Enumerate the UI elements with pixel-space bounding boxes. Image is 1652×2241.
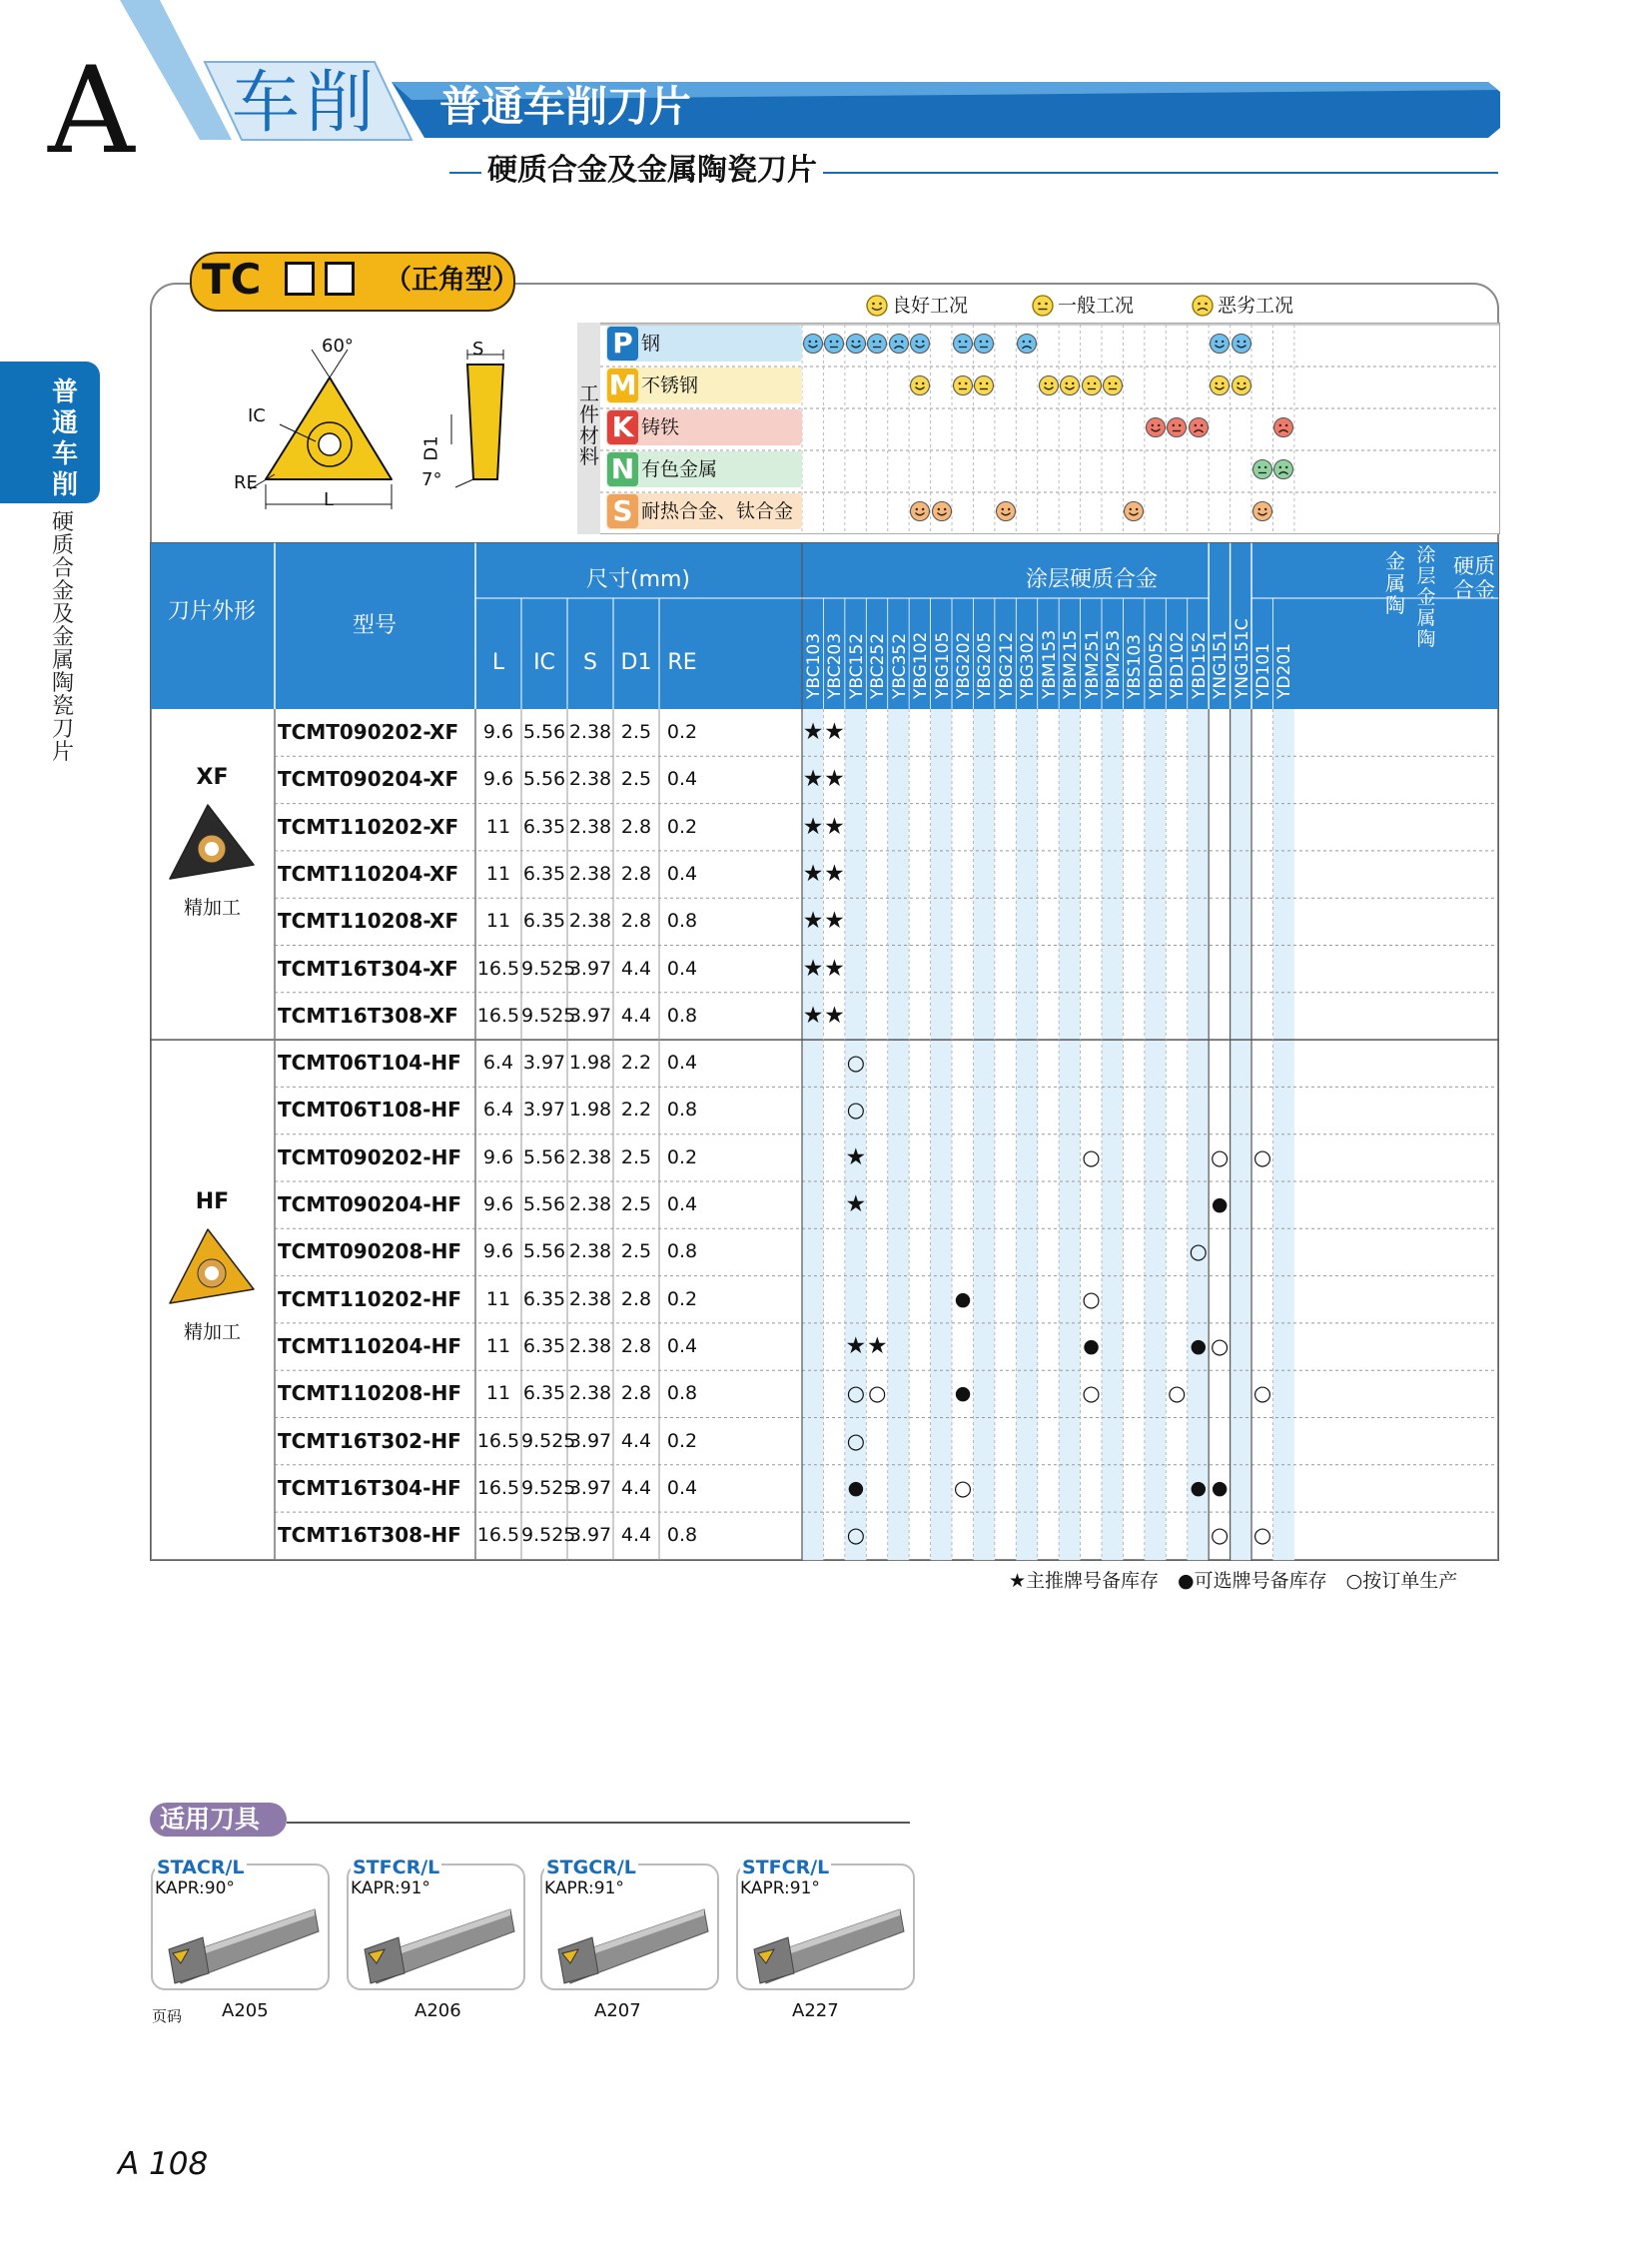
availability-mark: ★ bbox=[802, 766, 824, 793]
legend-bad: 恶劣工况 bbox=[1218, 295, 1294, 317]
grade-name: YBC252 bbox=[868, 632, 889, 699]
availability-mark: ○ bbox=[846, 1428, 866, 1453]
good-face-icon bbox=[865, 294, 889, 318]
dim-cell-d1: 2.8 bbox=[620, 1382, 652, 1405]
tools-rule bbox=[287, 1822, 910, 1824]
tool-name: STFCR/L bbox=[742, 1857, 830, 1878]
insert-type-code: TC bbox=[202, 255, 262, 304]
good-face-icon bbox=[802, 333, 824, 355]
col-model-header: 型号 bbox=[352, 613, 397, 638]
tool-name: STFCR/L bbox=[353, 1857, 440, 1878]
dim-cell-re: 0.8 bbox=[666, 910, 698, 933]
good-face-icon bbox=[909, 333, 931, 355]
dim-cell-l: 11 bbox=[485, 1287, 511, 1310]
normal-face-icon bbox=[973, 333, 995, 355]
toolholder-icon bbox=[740, 1897, 910, 1987]
dim-cell-s: 1.98 bbox=[568, 1099, 612, 1121]
dim-cell-re: 0.8 bbox=[666, 1099, 698, 1121]
availability-mark: ★ bbox=[845, 1332, 867, 1359]
insert-photo-icon bbox=[162, 1221, 262, 1311]
model-cell: TCMT16T304-XF bbox=[278, 956, 458, 981]
toolholder-icon bbox=[544, 1897, 714, 1987]
dim-cell-d1: 4.4 bbox=[620, 1429, 652, 1452]
side-tab bbox=[0, 362, 100, 503]
availability-mark: ○ bbox=[846, 1381, 866, 1406]
side-tab-label: 普通车削 bbox=[52, 377, 79, 500]
availability-mark: ○ bbox=[1189, 1239, 1208, 1264]
material-name: 铸铁 bbox=[641, 416, 680, 438]
dim-header-ic: IC bbox=[533, 650, 555, 675]
availability-mark: ○ bbox=[846, 1523, 866, 1548]
dim-cell-s: 2.38 bbox=[568, 721, 612, 743]
dim-cell-ic: 5.56 bbox=[522, 1145, 566, 1168]
insert-photo-icon bbox=[162, 797, 262, 887]
model-cell: TCMT06T108-HF bbox=[278, 1098, 461, 1122]
page-ref-label: 页码 bbox=[152, 2007, 183, 2025]
good-face-icon bbox=[1145, 416, 1167, 438]
grade-name: YBM153 bbox=[1039, 629, 1060, 699]
dim-cell-ic: 5.56 bbox=[522, 1240, 566, 1263]
tool-page-ref: A205 bbox=[222, 2000, 269, 2021]
tools-title: 适用刀具 bbox=[160, 1805, 261, 1834]
availability-mark: ★ bbox=[802, 908, 824, 935]
dim-cell-ic: 9.525 bbox=[521, 1476, 576, 1499]
availability-mark: ★ bbox=[824, 955, 845, 982]
dim-cell-ic: 6.35 bbox=[522, 910, 566, 933]
code-box bbox=[325, 262, 355, 296]
dim-cell-s: 2.38 bbox=[568, 910, 612, 933]
dim-cell-ic: 6.35 bbox=[522, 815, 566, 838]
normal-face-icon bbox=[973, 374, 995, 396]
availability-mark: ○ bbox=[1082, 1381, 1101, 1406]
normal-face-icon bbox=[866, 333, 888, 355]
material-name: 耐热合金、钛合金 bbox=[641, 500, 794, 522]
insert-diagram bbox=[220, 330, 539, 529]
dim-header-l: L bbox=[491, 650, 505, 675]
bad-face-icon bbox=[1188, 416, 1210, 438]
dim-cell-l: 16.5 bbox=[476, 957, 520, 980]
dim-cell-s: 1.98 bbox=[568, 1052, 612, 1075]
normal-face-icon bbox=[1081, 374, 1103, 396]
dim-cell-re: 0.2 bbox=[666, 1429, 698, 1452]
tool-page-ref: A206 bbox=[414, 2000, 461, 2021]
dim-cell-l: 11 bbox=[485, 815, 511, 838]
grade-header bbox=[1274, 643, 1304, 709]
availability-mark: ● bbox=[847, 1476, 865, 1499]
good-face-icon bbox=[995, 500, 1017, 522]
availability-mark: ★ bbox=[824, 766, 845, 793]
dim-cell-d1: 2.2 bbox=[620, 1052, 652, 1075]
grade-name: YBS103 bbox=[1125, 634, 1146, 699]
dim-header-d1: D1 bbox=[620, 650, 652, 675]
good-face-icon bbox=[1209, 333, 1231, 355]
dim-cell-l: 11 bbox=[485, 862, 511, 885]
dim-cell-d1: 2.2 bbox=[620, 1099, 652, 1121]
re-label: RE bbox=[234, 472, 258, 493]
availability-mark: ○ bbox=[1252, 1381, 1272, 1406]
dim-cell-re: 0.4 bbox=[666, 1193, 698, 1215]
material-letter: S bbox=[607, 494, 638, 528]
grade-name: YBG205 bbox=[975, 631, 996, 699]
dim-cell-d1: 2.8 bbox=[620, 815, 652, 838]
grade-name: YBG212 bbox=[996, 631, 1017, 699]
availability-mark: ★ bbox=[802, 955, 824, 982]
availability-mark: ★ bbox=[802, 719, 824, 745]
tool-name: STGCR/L bbox=[546, 1857, 636, 1878]
good-face-icon bbox=[1209, 374, 1231, 396]
bad-face-icon bbox=[888, 333, 910, 355]
workpiece-label: 工件材料 bbox=[579, 381, 599, 468]
dim-cell-re: 0.8 bbox=[666, 1524, 698, 1547]
group-name: HF bbox=[195, 1189, 230, 1215]
good-face-icon bbox=[909, 374, 931, 396]
group-use: 精加工 bbox=[183, 1321, 241, 1344]
grade-name: YBC152 bbox=[846, 632, 867, 699]
good-face-icon bbox=[1231, 333, 1252, 355]
material-name: 不锈钢 bbox=[641, 374, 699, 396]
dim-cell-d1: 4.4 bbox=[620, 1004, 652, 1027]
dim-cell-d1: 2.8 bbox=[620, 1334, 652, 1357]
dim-cell-l: 16.5 bbox=[476, 1004, 520, 1027]
group-coated-header: 涂层硬质合金 bbox=[1025, 567, 1158, 592]
dim-cell-ic: 6.35 bbox=[522, 1382, 566, 1405]
dim-cell-ic: 6.35 bbox=[522, 1334, 566, 1357]
availability-mark: ○ bbox=[1168, 1381, 1187, 1406]
bad-face-icon bbox=[1272, 458, 1294, 480]
angle-label: 60° bbox=[322, 336, 354, 357]
dim-cell-s: 3.97 bbox=[568, 1524, 612, 1547]
ic-label: IC bbox=[248, 405, 266, 426]
availability-mark: ● bbox=[1190, 1476, 1208, 1499]
tool-name: STACR/L bbox=[157, 1857, 245, 1878]
normal-face-icon bbox=[952, 333, 974, 355]
material-name: 有色金属 bbox=[641, 458, 718, 480]
dim-cell-s: 3.97 bbox=[568, 957, 612, 980]
good-face-icon bbox=[1038, 374, 1060, 396]
model-cell: TCMT090204-XF bbox=[278, 767, 459, 792]
bad-face-icon bbox=[1272, 416, 1294, 438]
dim-cell-d1: 2.5 bbox=[620, 1145, 652, 1168]
dim-cell-ic: 5.56 bbox=[522, 1193, 566, 1215]
dim-cell-l: 6.4 bbox=[482, 1052, 514, 1075]
tool-kapr: KAPR:90° bbox=[155, 1878, 235, 1898]
dim-cell-re: 0.4 bbox=[666, 957, 698, 980]
group-cermet-header: 金属陶 bbox=[1385, 549, 1405, 617]
dim-cell-d1: 2.8 bbox=[620, 910, 652, 933]
page-number: A 108 bbox=[118, 2146, 209, 2182]
footnote: ★主推牌号备库存 ●可选牌号备库存 ○按订单生产 bbox=[1009, 1570, 1458, 1592]
page-subtitle: 硬质合金及金属陶瓷刀片 bbox=[481, 156, 823, 186]
availability-mark: ★ bbox=[824, 860, 845, 887]
dim-cell-l: 9.6 bbox=[482, 721, 514, 743]
dim-cell-s: 2.38 bbox=[568, 1334, 612, 1357]
availability-mark: ★ bbox=[802, 1002, 824, 1029]
dim-cell-s: 2.38 bbox=[568, 1193, 612, 1215]
dim-cell-re: 0.4 bbox=[666, 1052, 698, 1075]
good-face-icon bbox=[1251, 500, 1273, 522]
bad-face-icon bbox=[1191, 294, 1215, 318]
availability-mark: ○ bbox=[953, 1475, 973, 1500]
dim-cell-d1: 2.5 bbox=[620, 1240, 652, 1263]
model-cell: TCMT090204-HF bbox=[278, 1192, 462, 1216]
grade-name: YBC352 bbox=[889, 632, 910, 699]
model-cell: TCMT16T304-HF bbox=[278, 1475, 461, 1500]
dim-cell-re: 0.2 bbox=[666, 1287, 698, 1310]
model-cell: TCMT090208-HF bbox=[278, 1239, 462, 1264]
dim-cell-l: 11 bbox=[485, 1382, 511, 1405]
chapter-letter: A bbox=[48, 42, 135, 181]
legend-good: 良好工况 bbox=[892, 295, 969, 317]
col-shape-header: 刀片外形 bbox=[167, 599, 256, 624]
grade-name: YNG151 bbox=[1211, 630, 1232, 699]
availability-mark: ★ bbox=[845, 1191, 867, 1217]
dim-cell-re: 0.4 bbox=[666, 1334, 698, 1357]
availability-mark: ★ bbox=[845, 1143, 867, 1170]
availability-mark: ○ bbox=[846, 1051, 866, 1076]
grade-name: YD101 bbox=[1253, 643, 1274, 699]
availability-mark: ○ bbox=[1210, 1333, 1230, 1358]
model-cell: TCMT16T308-XF bbox=[278, 1003, 458, 1028]
dim-cell-ic: 9.525 bbox=[521, 1429, 576, 1452]
dim-cell-re: 0.2 bbox=[666, 815, 698, 838]
grade-name: YBM251 bbox=[1082, 629, 1103, 699]
availability-mark: ● bbox=[954, 1382, 972, 1405]
dim-cell-d1: 2.5 bbox=[620, 768, 652, 791]
availability-mark: ○ bbox=[868, 1381, 887, 1406]
dim-cell-ic: 5.56 bbox=[522, 721, 566, 743]
page-title: 普通车削刀片 bbox=[439, 82, 692, 131]
tool-page-ref: A227 bbox=[792, 2000, 839, 2021]
dim-cell-d1: 2.5 bbox=[620, 1193, 652, 1215]
material-letter: P bbox=[607, 327, 638, 361]
dim-cell-s: 3.97 bbox=[568, 1429, 612, 1452]
dim-cell-s: 2.38 bbox=[568, 1145, 612, 1168]
relief-label: 7° bbox=[421, 469, 442, 490]
group-use: 精加工 bbox=[183, 896, 241, 919]
dim-cell-s: 2.38 bbox=[568, 1240, 612, 1263]
good-face-icon bbox=[845, 333, 867, 355]
dim-cell-d1: 2.5 bbox=[620, 721, 652, 743]
dim-cell-ic: 9.525 bbox=[521, 957, 576, 980]
model-cell: TCMT110202-HF bbox=[278, 1286, 462, 1311]
normal-face-icon bbox=[1031, 294, 1055, 318]
dim-cell-ic: 9.525 bbox=[521, 1524, 576, 1547]
dim-cell-re: 0.2 bbox=[666, 721, 698, 743]
tool-kapr: KAPR:91° bbox=[740, 1878, 820, 1898]
l-label: L bbox=[324, 489, 335, 510]
toolholder-icon bbox=[351, 1897, 520, 1987]
dim-cell-l: 9.6 bbox=[482, 768, 514, 791]
dim-cell-ic: 6.35 bbox=[522, 1287, 566, 1310]
dim-cell-l: 16.5 bbox=[476, 1476, 520, 1499]
grade-name: YNG151C bbox=[1232, 618, 1252, 699]
dim-cell-ic: 3.97 bbox=[522, 1052, 566, 1075]
grade-name: YBM215 bbox=[1061, 629, 1082, 699]
availability-mark: ★ bbox=[802, 813, 824, 840]
dim-cell-re: 0.4 bbox=[666, 1476, 698, 1499]
availability-mark: ● bbox=[1083, 1334, 1100, 1357]
dim-cell-ic: 9.525 bbox=[521, 1004, 576, 1027]
material-letter: M bbox=[608, 369, 637, 401]
dim-cell-s: 3.97 bbox=[568, 1004, 612, 1027]
dim-cell-l: 9.6 bbox=[482, 1145, 514, 1168]
dim-cell-l: 11 bbox=[485, 910, 511, 933]
d1-label: D1 bbox=[420, 435, 442, 461]
availability-mark: ○ bbox=[1082, 1144, 1101, 1169]
chapter-title: 车削 bbox=[232, 64, 381, 143]
dim-cell-d1: 2.8 bbox=[620, 1287, 652, 1310]
s-label: S bbox=[472, 339, 484, 360]
grade-name: YD201 bbox=[1274, 643, 1295, 699]
availability-mark: ○ bbox=[1082, 1286, 1101, 1311]
insert-type-shape: （正角型） bbox=[385, 265, 519, 296]
model-cell: TCMT16T308-HF bbox=[278, 1523, 461, 1548]
grade-name: YBG102 bbox=[911, 631, 932, 699]
good-face-icon bbox=[1231, 374, 1252, 396]
availability-mark: ● bbox=[954, 1287, 972, 1310]
group-carbide-header: 硬质合金 bbox=[1453, 554, 1495, 602]
availability-mark: ○ bbox=[1210, 1523, 1230, 1548]
material-letter: K bbox=[607, 410, 638, 444]
availability-mark: ● bbox=[1211, 1193, 1229, 1215]
dim-cell-s: 2.38 bbox=[568, 862, 612, 885]
material-letter: N bbox=[607, 452, 638, 486]
availability-mark: ★ bbox=[824, 719, 845, 745]
model-cell: TCMT110202-XF bbox=[278, 814, 459, 839]
dim-cell-d1: 4.4 bbox=[620, 1476, 652, 1499]
dim-cell-d1: 4.4 bbox=[620, 957, 652, 980]
grade-name: YBM253 bbox=[1104, 629, 1125, 699]
availability-mark: ★ bbox=[824, 908, 845, 935]
dim-cell-d1: 2.8 bbox=[620, 862, 652, 885]
normal-face-icon bbox=[823, 333, 845, 355]
dim-cell-s: 2.38 bbox=[568, 1287, 612, 1310]
code-box bbox=[285, 262, 315, 296]
model-cell: TCMT090202-HF bbox=[278, 1144, 462, 1169]
grade-name: YBD102 bbox=[1168, 631, 1189, 699]
grade-name: YBC203 bbox=[825, 632, 846, 699]
tool-kapr: KAPR:91° bbox=[544, 1878, 624, 1898]
bad-face-icon bbox=[1016, 333, 1038, 355]
tool-kapr: KAPR:91° bbox=[351, 1878, 430, 1898]
grade-name: YBG302 bbox=[1018, 631, 1039, 699]
availability-mark: ★ bbox=[866, 1332, 888, 1359]
availability-mark: ○ bbox=[1252, 1144, 1272, 1169]
dim-cell-s: 2.38 bbox=[568, 768, 612, 791]
model-cell: TCMT110208-HF bbox=[278, 1381, 462, 1406]
dim-cell-ic: 5.56 bbox=[522, 768, 566, 791]
side-tab-sub: 硬质合金及金属陶瓷刀片 bbox=[52, 510, 75, 765]
dim-cell-l: 16.5 bbox=[476, 1524, 520, 1547]
availability-mark: ★ bbox=[824, 1002, 845, 1029]
dim-cell-re: 0.4 bbox=[666, 862, 698, 885]
dim-cell-re: 0.4 bbox=[666, 768, 698, 791]
dim-header-s: S bbox=[583, 650, 597, 675]
dim-cell-ic: 6.35 bbox=[522, 862, 566, 885]
dim-cell-re: 0.8 bbox=[666, 1240, 698, 1263]
good-face-icon bbox=[1059, 374, 1081, 396]
availability-mark: ○ bbox=[1252, 1523, 1272, 1548]
normal-face-icon bbox=[1166, 416, 1188, 438]
toolholder-icon bbox=[155, 1897, 325, 1987]
model-cell: TCMT110204-XF bbox=[278, 861, 459, 886]
material-name: 钢 bbox=[641, 333, 661, 355]
dim-cell-re: 0.2 bbox=[666, 1145, 698, 1168]
normal-face-icon bbox=[1251, 458, 1273, 480]
group-coated-cermet-header: 涂层金属陶 bbox=[1416, 544, 1436, 650]
legend-normal: 一般工况 bbox=[1058, 295, 1135, 317]
good-face-icon bbox=[909, 500, 931, 522]
model-cell: TCMT110204-HF bbox=[278, 1333, 462, 1358]
group-name: XF bbox=[196, 764, 229, 790]
dim-cell-re: 0.8 bbox=[666, 1004, 698, 1027]
col-dims-header: 尺寸(mm) bbox=[585, 567, 691, 592]
grade-name: YBD152 bbox=[1189, 631, 1210, 699]
grade-name: YBG202 bbox=[954, 631, 974, 699]
model-cell: TCMT16T302-HF bbox=[278, 1428, 461, 1453]
grade-name: YBD052 bbox=[1146, 631, 1167, 699]
availability-mark: ★ bbox=[802, 860, 824, 887]
dim-cell-l: 9.6 bbox=[482, 1193, 514, 1215]
dim-cell-l: 6.4 bbox=[482, 1099, 514, 1121]
dim-cell-s: 2.38 bbox=[568, 1382, 612, 1405]
availability-mark: ● bbox=[1190, 1334, 1208, 1357]
tool-page-ref: A207 bbox=[594, 2000, 641, 2021]
availability-mark: ★ bbox=[824, 813, 845, 840]
availability-mark: ○ bbox=[846, 1098, 866, 1122]
normal-face-icon bbox=[1102, 374, 1124, 396]
dim-cell-s: 3.97 bbox=[568, 1476, 612, 1499]
model-cell: TCMT110208-XF bbox=[278, 909, 459, 934]
availability-mark: ● bbox=[1211, 1476, 1229, 1499]
dim-cell-s: 2.38 bbox=[568, 815, 612, 838]
dim-cell-re: 0.8 bbox=[666, 1382, 698, 1405]
model-cell: TCMT090202-XF bbox=[278, 720, 459, 744]
model-cell: TCMT06T104-HF bbox=[278, 1051, 461, 1076]
dim-cell-ic: 3.97 bbox=[522, 1099, 566, 1121]
dim-cell-l: 9.6 bbox=[482, 1240, 514, 1263]
dim-cell-d1: 4.4 bbox=[620, 1524, 652, 1547]
grade-name: YBC103 bbox=[804, 632, 824, 699]
grade-name: YBG105 bbox=[932, 631, 953, 699]
dim-header-re: RE bbox=[667, 650, 697, 675]
availability-mark: ○ bbox=[1210, 1144, 1230, 1169]
good-face-icon bbox=[1123, 500, 1145, 522]
dim-cell-l: 11 bbox=[485, 1334, 511, 1357]
good-face-icon bbox=[931, 500, 953, 522]
dim-cell-l: 16.5 bbox=[476, 1429, 520, 1452]
normal-face-icon bbox=[952, 374, 974, 396]
